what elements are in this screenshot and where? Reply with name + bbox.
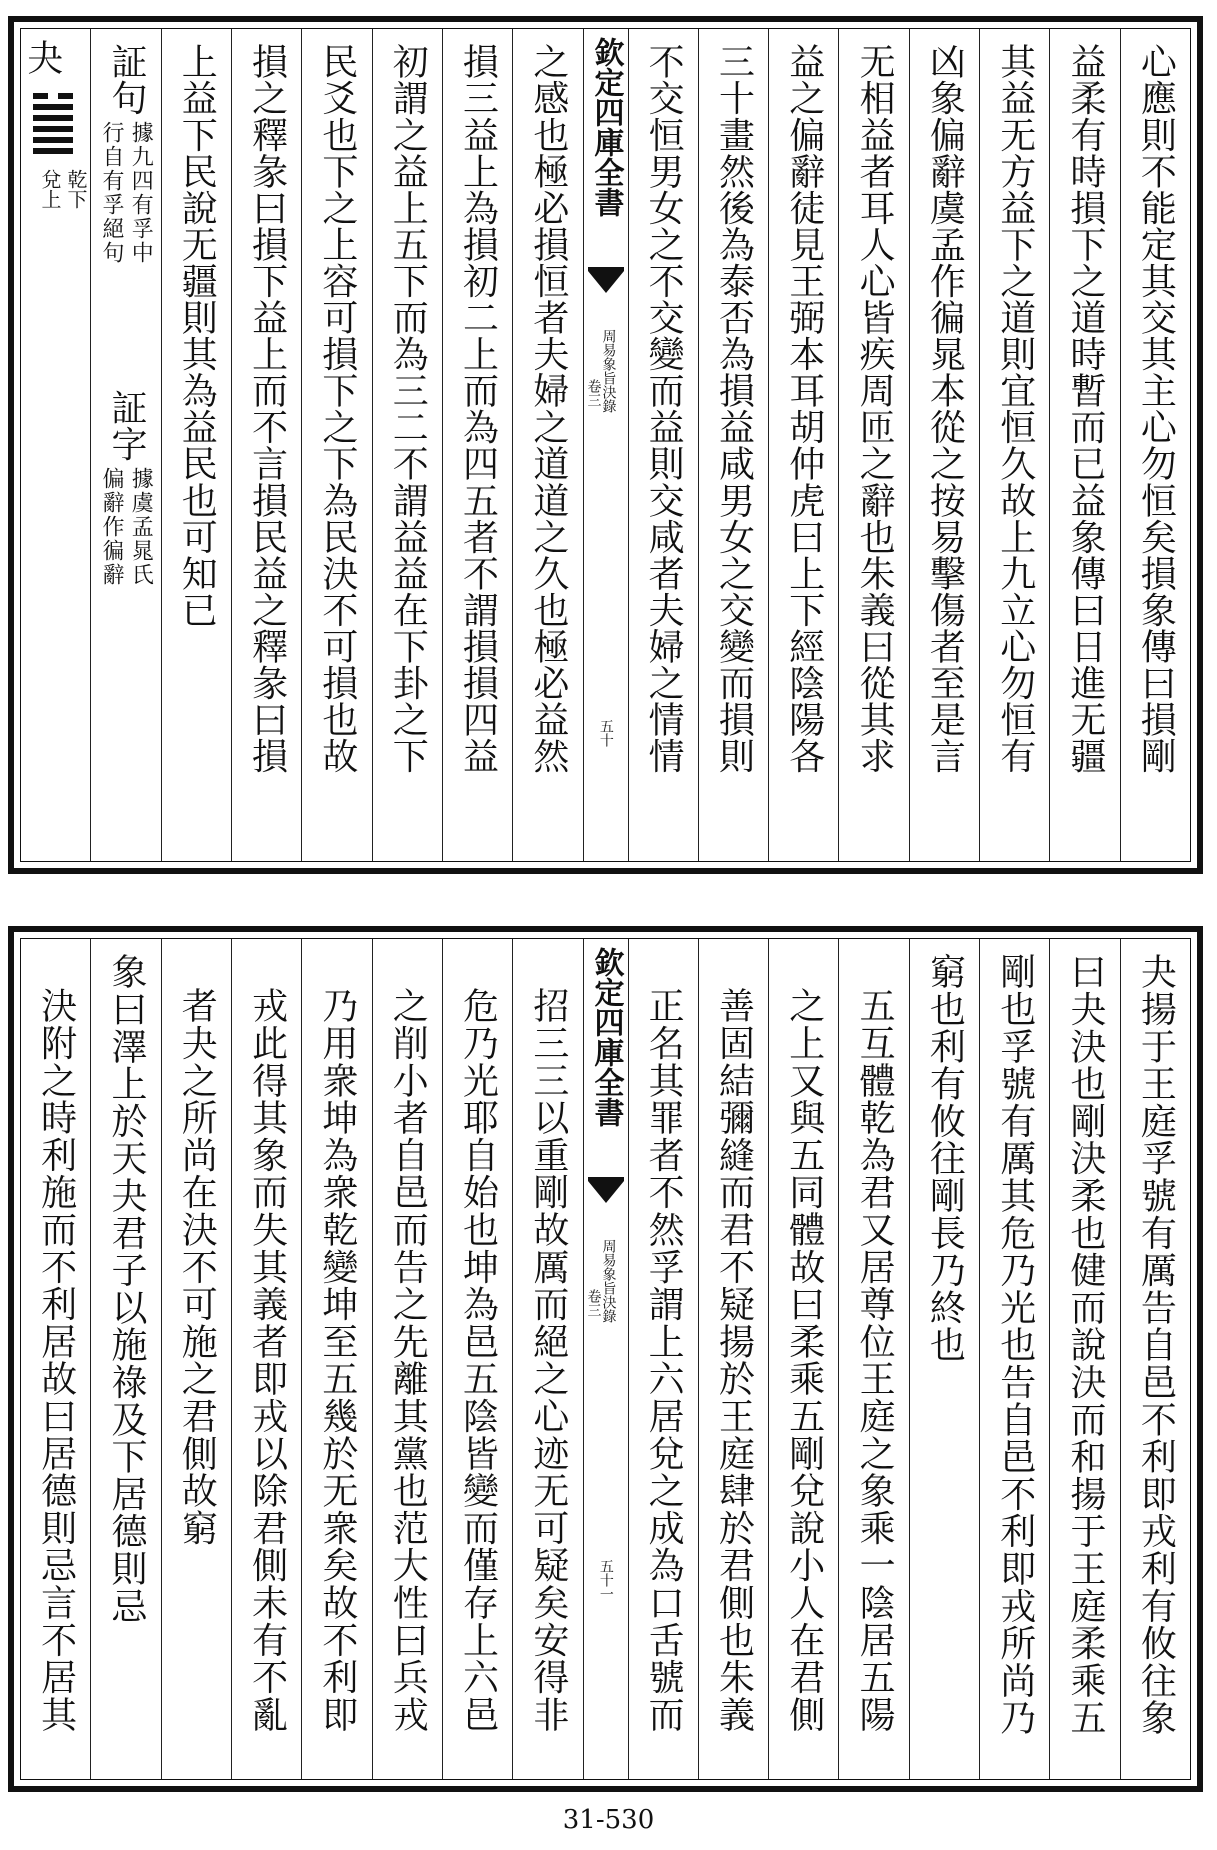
column-text: 益柔有時損下之道時暫而已益象傳曰日進无疆 bbox=[1065, 43, 1107, 774]
column-text: 心應則不能定其交其主心勿恒矣損象傳曰損剛 bbox=[1135, 43, 1177, 774]
column-text: 不交恒男女之不交變而益則交咸者夫婦之情情 bbox=[643, 43, 685, 774]
column-text: 之感也極必損恒者夫婦之道道之久也極必益然 bbox=[527, 43, 569, 774]
text-column bbox=[698, 29, 768, 861]
spine-book-title: 周易象旨決錄 bbox=[600, 1239, 617, 1323]
column-text: 无相益者耳人心皆疾周匝之辭也朱義曰從其求 bbox=[854, 43, 896, 774]
column-text: 決附之時利施而不利居故曰居德則忌言不居其 bbox=[35, 987, 77, 1733]
spine-title: 欽定四庫全書 bbox=[588, 947, 624, 1127]
text-column bbox=[231, 29, 301, 861]
annotation-line: 據虞孟晁氏 bbox=[128, 467, 154, 587]
column-text: 民爻也下之上容可損下之下為民決不可損也故 bbox=[316, 43, 358, 774]
annotation-heading: 証句 bbox=[105, 43, 147, 117]
spine-page-number: 五十 bbox=[597, 719, 614, 747]
trigram-upper: 兌上 bbox=[38, 169, 62, 209]
text-column bbox=[372, 29, 442, 861]
center-spine bbox=[583, 29, 628, 861]
text-column bbox=[161, 29, 231, 861]
page-bottom-frame bbox=[20, 938, 1191, 1780]
hexagram-symbol bbox=[33, 93, 73, 159]
column-text: 損之釋彖曰損下益上而不言損民益之釋彖曰損 bbox=[246, 43, 288, 774]
column-text: 之上又與五同體故曰柔乘五剛兌說小人在君側 bbox=[783, 987, 825, 1733]
annotation-small-pair bbox=[99, 467, 154, 587]
annotation-line: 據九四有孚中 bbox=[128, 121, 154, 265]
text-column bbox=[1120, 29, 1190, 861]
spine-book-title: 周易象旨決錄 bbox=[600, 329, 617, 413]
column-text: 損三益上為損初二上而為四五者不謂損損四益 bbox=[457, 43, 499, 774]
hexagram-line bbox=[33, 104, 73, 110]
fish-tail-mark bbox=[588, 1177, 624, 1227]
page-top-frame bbox=[20, 28, 1191, 862]
column-text: 招三三以重剛故厲而絕之心迹无可疑矣安得非 bbox=[527, 987, 569, 1733]
page-bottom bbox=[8, 926, 1203, 1792]
center-spine bbox=[583, 939, 628, 1779]
spine-volume: 卷三 bbox=[585, 1289, 602, 1317]
text-column bbox=[909, 29, 979, 861]
text-column bbox=[628, 939, 698, 1779]
hexagram-line bbox=[33, 115, 73, 121]
text-column bbox=[979, 29, 1049, 861]
text-column bbox=[442, 29, 512, 861]
hexagram-line bbox=[33, 148, 73, 154]
column-text: 者夬之所尚在決不可施之君側故窮 bbox=[176, 987, 218, 1547]
fish-tail-mark bbox=[588, 267, 624, 317]
column-text: 益之偏辭徒見王弼本耳胡仲虎曰上下經陰陽各 bbox=[783, 43, 825, 774]
annotation-line: 行自有孚絕句 bbox=[98, 121, 124, 265]
page-top bbox=[8, 16, 1203, 874]
text-column bbox=[698, 939, 768, 1779]
hexagram-column bbox=[21, 29, 90, 861]
text-column bbox=[512, 29, 582, 861]
hexagram-name: 夬 bbox=[21, 39, 63, 75]
column-text: 危乃光耶自始也坤為邑五陰皆變而僅存上六邑 bbox=[457, 987, 499, 1733]
hexagram-line bbox=[33, 137, 73, 143]
text-column bbox=[231, 939, 301, 1779]
text-column bbox=[768, 939, 838, 1779]
text-column bbox=[372, 939, 442, 1779]
column-text: 正名其罪者不然孚謂上六居兌之成為口舌號而 bbox=[643, 987, 685, 1733]
column-text: 其益无方益下之道則宜恒久故上九立心勿恒有 bbox=[994, 43, 1036, 774]
text-column bbox=[442, 939, 512, 1779]
annotation-heading: 証字 bbox=[105, 389, 147, 463]
trigram-lower: 乾下 bbox=[64, 169, 88, 209]
text-column bbox=[1049, 939, 1119, 1779]
column-text: 初謂之益上五下而為三二不謂益益在下卦之下 bbox=[387, 43, 429, 774]
column-text: 上益下民說无疆則其為益民也可知已 bbox=[176, 43, 218, 628]
text-column bbox=[909, 939, 979, 1779]
spine-page-number: 五十一 bbox=[597, 1559, 614, 1601]
text-column bbox=[1120, 939, 1190, 1779]
column-text: 五互體乾為君又居尊位王庭之象乘一陰居五陽 bbox=[854, 987, 896, 1733]
text-column bbox=[90, 939, 160, 1779]
column-text: 善固結彌縫而君不疑揚於王庭肆於君側也朱義 bbox=[713, 987, 755, 1733]
text-column bbox=[628, 29, 698, 861]
column-text: 夬揚于王庭孚號有厲告自邑不利即戎利有攸往象 bbox=[1135, 953, 1177, 1737]
column-text: 三十畫然後為泰否為損益咸男女之交變而損則 bbox=[713, 43, 755, 774]
annotation-line: 偏辭作徧辭 bbox=[98, 467, 124, 587]
annotation-small-pair bbox=[99, 121, 154, 265]
spine-volume: 卷三 bbox=[585, 379, 602, 407]
hexagram-line bbox=[33, 93, 73, 99]
text-column bbox=[838, 939, 908, 1779]
annotation-column bbox=[90, 29, 160, 861]
column-text: 凶象偏辭虞孟作徧晁本從之按易擊傷者至是言 bbox=[924, 43, 966, 774]
column-text: 曰夬決也剛決柔也健而說決而和揚于王庭柔乘五 bbox=[1065, 953, 1107, 1737]
text-column bbox=[838, 29, 908, 861]
column-text: 之削小者自邑而告之先離其黨也范大性曰兵戎 bbox=[387, 987, 429, 1733]
column-text: 象曰澤上於天夬君子以施祿及下居德則忌 bbox=[105, 953, 147, 1625]
text-column bbox=[1049, 29, 1119, 861]
text-column bbox=[768, 29, 838, 861]
column-text: 剛也孚號有厲其危乃光也告自邑不利即戎所尚乃 bbox=[994, 953, 1036, 1737]
text-column bbox=[979, 939, 1049, 1779]
column-text: 窮也利有攸往剛長乃終也 bbox=[924, 953, 966, 1364]
text-column bbox=[21, 939, 90, 1779]
column-text: 戎此得其象而失其義者即戎以除君側未有不亂 bbox=[246, 987, 288, 1733]
column-text: 乃用衆坤為衆乾變坤至五幾於无衆矣故不利即 bbox=[316, 987, 358, 1733]
text-column bbox=[512, 939, 582, 1779]
page-footer-number: 31-530 bbox=[562, 1805, 655, 1835]
text-column bbox=[301, 939, 371, 1779]
hexagram-line bbox=[33, 126, 73, 132]
spine-title: 欽定四庫全書 bbox=[588, 37, 624, 217]
text-column bbox=[301, 29, 371, 861]
text-column bbox=[161, 939, 231, 1779]
